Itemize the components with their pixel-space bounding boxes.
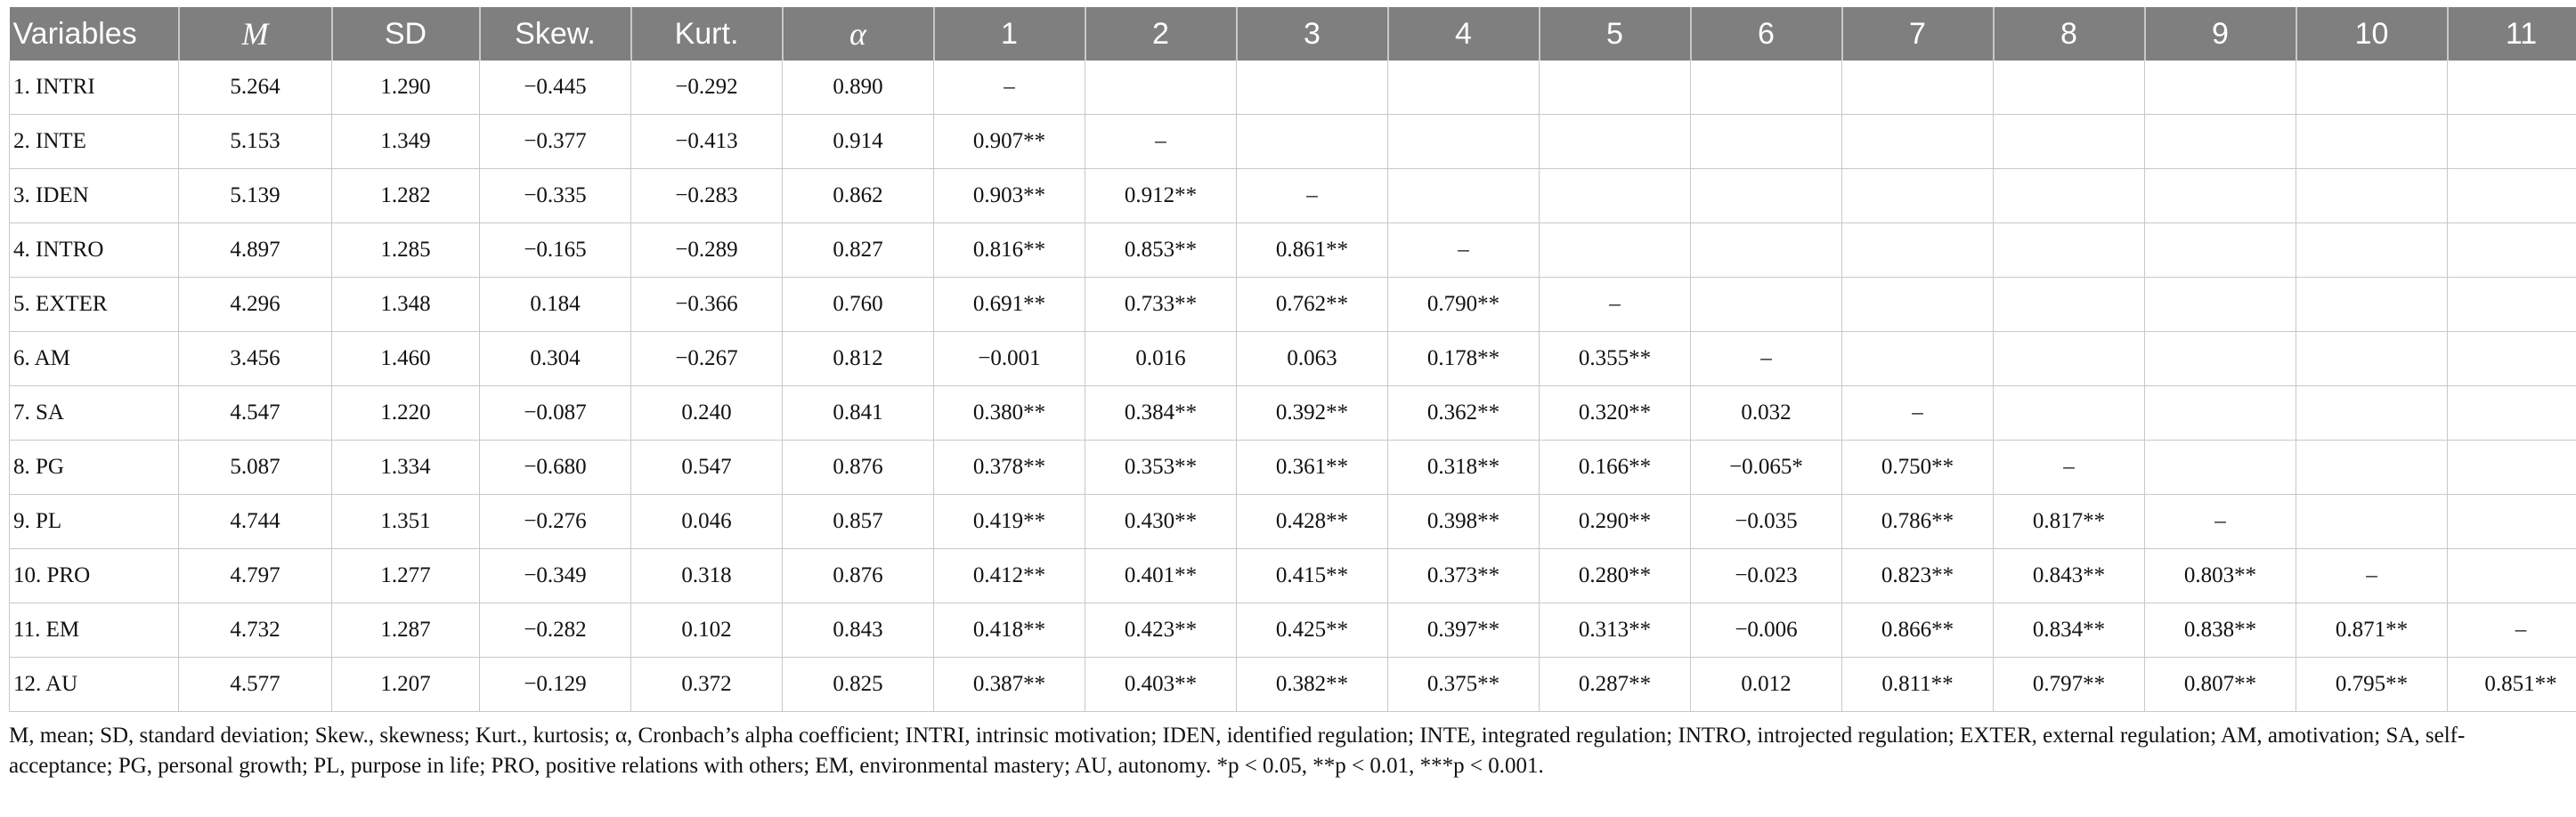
variable-label-cell: 7. SA (10, 386, 179, 441)
column-header: 3 (1237, 7, 1388, 61)
variable-label-cell: 12. AU (10, 658, 179, 712)
table-cell: 0.750** (1842, 441, 1994, 495)
table-cell: 0.876 (783, 441, 934, 495)
table-cell: −0.276 (480, 495, 631, 549)
table-cell (2448, 278, 2576, 332)
table-cell (1994, 61, 2145, 115)
table-cell: 0.372 (631, 658, 783, 712)
table-cell: 1.334 (332, 441, 480, 495)
table-cell (2296, 441, 2448, 495)
table-cell: −0.349 (480, 549, 631, 603)
column-header: 2 (1085, 7, 1237, 61)
table-cell: – (1085, 115, 1237, 169)
table-cell: −0.087 (480, 386, 631, 441)
variable-label-cell: 8. PG (10, 441, 179, 495)
table-cell: 0.392** (1237, 386, 1388, 441)
table-cell: 0.811** (1842, 658, 1994, 712)
table-cell: 0.240 (631, 386, 783, 441)
table-cell (1994, 223, 2145, 278)
table-cell: 0.857 (783, 495, 934, 549)
table-cell: 0.304 (480, 332, 631, 386)
table-cell: 0.016 (1085, 332, 1237, 386)
table-cell (1388, 115, 1540, 169)
table-cell (2296, 495, 2448, 549)
table-cell (1842, 223, 1994, 278)
table-cell (2296, 223, 2448, 278)
table-cell (1842, 332, 1994, 386)
table-cell: −0.289 (631, 223, 783, 278)
table-cell: 0.362** (1388, 386, 1540, 441)
table-cell: 0.102 (631, 603, 783, 658)
table-cell: 0.318 (631, 549, 783, 603)
table-cell: −0.267 (631, 332, 783, 386)
table-header-row (10, 7, 2576, 61)
table-cell: 0.812 (783, 332, 934, 386)
table-cell: 0.862 (783, 169, 934, 223)
table-cell: 0.387** (934, 658, 1085, 712)
table-cell: – (1842, 386, 1994, 441)
table-cell: 0.361** (1237, 441, 1388, 495)
table-cell: 1.220 (332, 386, 480, 441)
table-cell: 0.827 (783, 223, 934, 278)
table-cell: −0.035 (1691, 495, 1842, 549)
table-cell: −0.292 (631, 61, 783, 115)
table-row (10, 61, 2576, 115)
document-page (9, 7, 2576, 781)
table-cell: −0.065* (1691, 441, 1842, 495)
table-cell: −0.413 (631, 115, 783, 169)
table-cell (1994, 169, 2145, 223)
table-cell: 0.914 (783, 115, 934, 169)
table-cell: – (1237, 169, 1388, 223)
table-cell: 4.797 (179, 549, 332, 603)
column-header: 4 (1388, 7, 1540, 61)
table-cell (2145, 115, 2296, 169)
table-cell: 0.803** (2145, 549, 2296, 603)
table-cell: 1.348 (332, 278, 480, 332)
table-row (10, 386, 2576, 441)
table-cell: 0.430** (1085, 495, 1237, 549)
table-cell: −0.006 (1691, 603, 1842, 658)
table-cell (2448, 169, 2576, 223)
table-cell: 1.207 (332, 658, 480, 712)
table-cell (1994, 115, 2145, 169)
column-header: 7 (1842, 7, 1994, 61)
table-row (10, 332, 2576, 386)
column-header: 5 (1540, 7, 1691, 61)
table-cell: 1.460 (332, 332, 480, 386)
table-cell: −0.283 (631, 169, 783, 223)
table-cell: 0.428** (1237, 495, 1388, 549)
table-cell: 0.313** (1540, 603, 1691, 658)
table-cell: 0.063 (1237, 332, 1388, 386)
table-cell: 0.403** (1085, 658, 1237, 712)
table-cell: 0.691** (934, 278, 1085, 332)
table-cell: 0.762** (1237, 278, 1388, 332)
table-cell (1691, 223, 1842, 278)
table-cell (1842, 61, 1994, 115)
table-cell (2448, 495, 2576, 549)
table-cell (1691, 169, 1842, 223)
table-cell: 0.398** (1388, 495, 1540, 549)
variable-label-cell: 6. AM (10, 332, 179, 386)
table-cell: 0.032 (1691, 386, 1842, 441)
table-cell: 0.760 (783, 278, 934, 332)
table-cell: 1.282 (332, 169, 480, 223)
table-cell (2448, 115, 2576, 169)
table-cell (1691, 278, 1842, 332)
table-cell: 0.318** (1388, 441, 1540, 495)
table-row (10, 169, 2576, 223)
table-cell (1540, 61, 1691, 115)
table-cell (2448, 386, 2576, 441)
column-header: α (783, 7, 934, 61)
column-header: 1 (934, 7, 1085, 61)
table-cell: 4.744 (179, 495, 332, 549)
table-cell: 0.378** (934, 441, 1085, 495)
table-cell: 1.277 (332, 549, 480, 603)
table-cell (1994, 332, 2145, 386)
table-cell: 0.012 (1691, 658, 1842, 712)
table-cell: 0.817** (1994, 495, 2145, 549)
column-header: 11 (2448, 7, 2576, 61)
table-row (10, 603, 2576, 658)
variable-label-cell: 2. INTE (10, 115, 179, 169)
table-cell (2448, 223, 2576, 278)
table-cell (1085, 61, 1237, 115)
table-cell (2145, 332, 2296, 386)
table-body (10, 61, 2576, 712)
variable-label-cell: 9. PL (10, 495, 179, 549)
table-cell: −0.366 (631, 278, 783, 332)
table-cell: 0.412** (934, 549, 1085, 603)
column-header: 10 (2296, 7, 2448, 61)
column-header: 6 (1691, 7, 1842, 61)
table-cell: – (1994, 441, 2145, 495)
column-header: 9 (2145, 7, 2296, 61)
table-cell: −0.165 (480, 223, 631, 278)
table-cell: −0.445 (480, 61, 631, 115)
table-cell: 5.139 (179, 169, 332, 223)
table-cell: – (2448, 603, 2576, 658)
table-cell: 0.547 (631, 441, 783, 495)
table-row (10, 549, 2576, 603)
table-cell (2296, 278, 2448, 332)
table-cell (2296, 386, 2448, 441)
table-row (10, 223, 2576, 278)
table-cell: 0.903** (934, 169, 1085, 223)
table-cell (2448, 549, 2576, 603)
table-cell: −0.680 (480, 441, 631, 495)
table-cell: 0.834** (1994, 603, 2145, 658)
table-cell (2448, 332, 2576, 386)
table-row (10, 115, 2576, 169)
table-cell: 0.853** (1085, 223, 1237, 278)
table-cell: 0.178** (1388, 332, 1540, 386)
table-cell: −0.129 (480, 658, 631, 712)
table-cell: – (1691, 332, 1842, 386)
table-cell: 0.415** (1237, 549, 1388, 603)
table-row (10, 278, 2576, 332)
table-cell (2145, 61, 2296, 115)
table-cell: 1.351 (332, 495, 480, 549)
table-cell: – (934, 61, 1085, 115)
table-cell: 4.547 (179, 386, 332, 441)
table-cell: 0.425** (1237, 603, 1388, 658)
table-cell: 0.375** (1388, 658, 1540, 712)
table-cell: 0.397** (1388, 603, 1540, 658)
table-cell: 0.816** (934, 223, 1085, 278)
table-cell (2145, 223, 2296, 278)
table-cell (2448, 61, 2576, 115)
table-cell: 4.577 (179, 658, 332, 712)
table-cell: 0.423** (1085, 603, 1237, 658)
table-cell: 0.380** (934, 386, 1085, 441)
table-cell (1691, 61, 1842, 115)
table-cell (1994, 278, 2145, 332)
variable-label-cell: 5. EXTER (10, 278, 179, 332)
table-cell: 0.876 (783, 549, 934, 603)
table-footnote: M, mean; SD, standard deviation; Skew., skewness; Kurt., kurtosis; α, Cronbach’s alpha coefficient; INTRI, intrinsic motivation; IDEN, identified regulation; INTE, integrated regulation; INTRO, introjected regulation; EXTER, external regulation; AM, amotivation; SA, self-acceptance; PG, personal growth; PL, purpose in life; PRO, positive relations with others; EM, environmental mastery; AU, autonomy. *p < 0.05, **p < 0.01, ***p < 0.001. (9, 724, 2466, 778)
table-cell (1540, 223, 1691, 278)
table-cell: 0.871** (2296, 603, 2448, 658)
table-cell: 0.912** (1085, 169, 1237, 223)
table-cell: 0.320** (1540, 386, 1691, 441)
variable-label-cell: 11. EM (10, 603, 179, 658)
table-cell: 1.285 (332, 223, 480, 278)
table-cell: 1.290 (332, 61, 480, 115)
table-cell: – (1540, 278, 1691, 332)
table-cell: 4.296 (179, 278, 332, 332)
table-cell: 0.823** (1842, 549, 1994, 603)
table-cell (1540, 115, 1691, 169)
table-cell (2448, 441, 2576, 495)
table-cell: −0.335 (480, 169, 631, 223)
table-cell (1842, 278, 1994, 332)
table-cell: – (1388, 223, 1540, 278)
table-cell (1388, 61, 1540, 115)
table-cell (1237, 61, 1388, 115)
table-cell (1691, 115, 1842, 169)
column-header: Skew. (480, 7, 631, 61)
table-cell: 0.401** (1085, 549, 1237, 603)
table-cell: 4.897 (179, 223, 332, 278)
table-cell: 0.838** (2145, 603, 2296, 658)
variable-label-cell: 10. PRO (10, 549, 179, 603)
table-cell (1540, 169, 1691, 223)
table-cell: 5.264 (179, 61, 332, 115)
table-cell (1237, 115, 1388, 169)
table-cell: 0.290** (1540, 495, 1691, 549)
column-header: M (179, 7, 332, 61)
table-cell: 0.851** (2448, 658, 2576, 712)
table-cell: 0.907** (934, 115, 1085, 169)
table-cell: 0.843 (783, 603, 934, 658)
table-cell: 1.349 (332, 115, 480, 169)
table-cell: 0.166** (1540, 441, 1691, 495)
table-cell: 0.382** (1237, 658, 1388, 712)
table-cell: 5.087 (179, 441, 332, 495)
table-cell (1842, 115, 1994, 169)
table-cell: 0.184 (480, 278, 631, 332)
table-cell (2296, 115, 2448, 169)
table-cell: 0.795** (2296, 658, 2448, 712)
table-cell: 3.456 (179, 332, 332, 386)
table-cell (2296, 332, 2448, 386)
table-cell: 0.355** (1540, 332, 1691, 386)
table-cell (2145, 278, 2296, 332)
table-cell: 0.890 (783, 61, 934, 115)
table-cell: 5.153 (179, 115, 332, 169)
table-cell: 0.373** (1388, 549, 1540, 603)
table-cell: 0.843** (1994, 549, 2145, 603)
table-cell: 0.866** (1842, 603, 1994, 658)
table-cell: 0.353** (1085, 441, 1237, 495)
table-cell: 0.419** (934, 495, 1085, 549)
table-cell: 0.418** (934, 603, 1085, 658)
table-cell: 0.280** (1540, 549, 1691, 603)
table-cell (2145, 169, 2296, 223)
table-cell (2296, 61, 2448, 115)
table-cell: −0.001 (934, 332, 1085, 386)
table-row (10, 441, 2576, 495)
table-cell (1842, 169, 1994, 223)
table-row (10, 495, 2576, 549)
table-cell: 0.841 (783, 386, 934, 441)
table-cell: −0.023 (1691, 549, 1842, 603)
table-cell (2296, 169, 2448, 223)
table-cell (2145, 441, 2296, 495)
variable-label-cell: 1. INTRI (10, 61, 179, 115)
table-cell (1388, 169, 1540, 223)
table-cell: 0.807** (2145, 658, 2296, 712)
column-header: Variables (10, 7, 179, 61)
variable-label-cell: 4. INTRO (10, 223, 179, 278)
table-row (10, 658, 2576, 712)
correlation-table (9, 7, 2576, 712)
column-header: SD (332, 7, 480, 61)
table-cell: −0.282 (480, 603, 631, 658)
table-cell: 0.786** (1842, 495, 1994, 549)
table-cell (2145, 386, 2296, 441)
table-cell: 0.825 (783, 658, 934, 712)
table-cell (1994, 386, 2145, 441)
table-cell: 0.384** (1085, 386, 1237, 441)
table-cell: 0.287** (1540, 658, 1691, 712)
table-cell: −0.377 (480, 115, 631, 169)
table-cell: – (2145, 495, 2296, 549)
table-cell: 0.733** (1085, 278, 1237, 332)
table-cell: 0.797** (1994, 658, 2145, 712)
table-cell: – (2296, 549, 2448, 603)
table-cell: 0.790** (1388, 278, 1540, 332)
table-cell: 0.861** (1237, 223, 1388, 278)
variable-label-cell: 3. IDEN (10, 169, 179, 223)
table-cell: 1.287 (332, 603, 480, 658)
column-header: 8 (1994, 7, 2145, 61)
table-cell: 0.046 (631, 495, 783, 549)
table-cell: 4.732 (179, 603, 332, 658)
column-header: Kurt. (631, 7, 783, 61)
